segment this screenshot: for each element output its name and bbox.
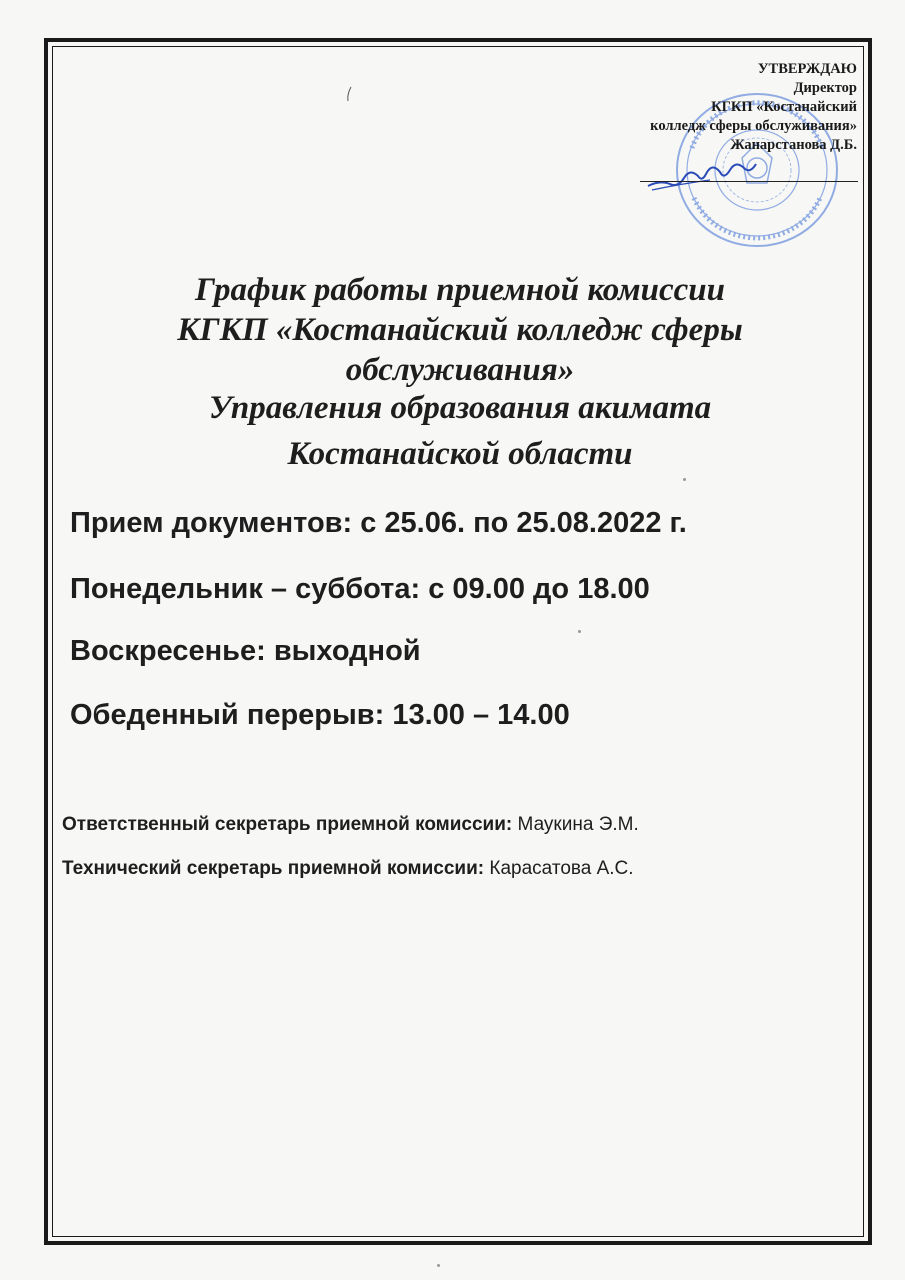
responsible-secretary-label: Ответственный секретарь приемной комиссии: [62,814,513,835]
approval-organization-cont: колледж сферы обслуживания» [650,118,857,134]
title-line-4: Управления образования акимата [208,390,712,426]
technical-secretary [62,857,634,881]
signature-line [640,181,858,182]
lunch-break: Обеденный перерыв: 13.00 – 14.00 [70,699,570,731]
weekday-hours: Понедельник – суббота: с 09.00 до 18.00 [70,573,650,605]
sunday-status: Воскресенье: выходной [70,635,421,667]
title-line-3: обслуживания» [345,352,575,388]
paper-speck [683,478,686,481]
paper-speck [437,1264,440,1267]
title-line-5: Костанайской области [287,436,633,472]
approval-position: Директор [793,80,857,96]
title-line-1: График работы приемной комиссии [194,272,726,308]
approval-organization: КГКП «Костанайский [711,99,857,115]
approval-block [650,60,857,155]
responsible-secretary [62,813,639,837]
technical-secretary-name: Карасатова А.С. [489,858,634,879]
approval-heading: УТВЕРЖДАЮ [757,61,857,77]
pen-mark [345,86,353,102]
director-signature [640,150,760,195]
title-line-2: КГКП «Костанайский колледж сферы [177,312,743,348]
document-title [110,270,810,474]
paper-speck [578,630,581,633]
technical-secretary-label: Технический секретарь приемной комиссии: [62,858,485,879]
approval-director-name: Жанарстанова Д.Б. [730,137,857,153]
documents-acceptance-period: Прием документов: с 25.06. по 25.08.2022 г. [70,507,687,539]
responsible-secretary-name: Маукина Э.М. [517,814,639,835]
